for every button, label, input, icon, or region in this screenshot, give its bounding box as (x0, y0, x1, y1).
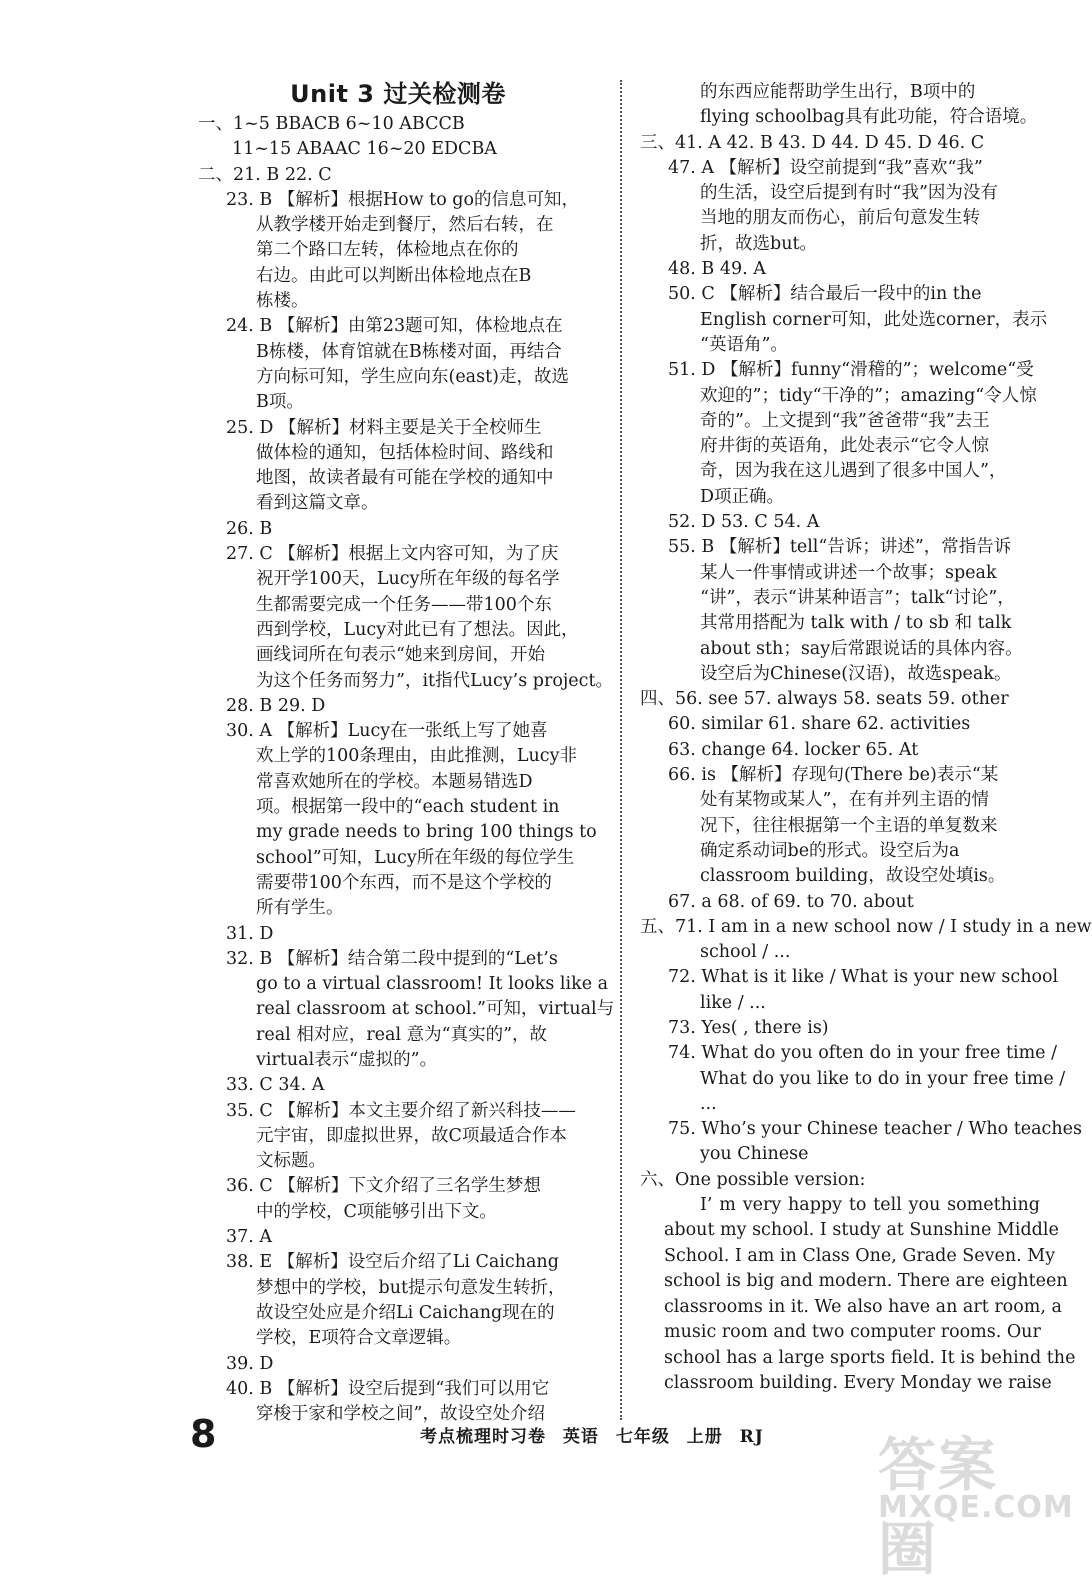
right-line: 55. B 【解析】tell“告诉；讲述”，常指告诉 (668, 537, 1012, 558)
left-line: B项。 (256, 392, 304, 413)
left-line: 方向标可知，学生应向东(east)走，故选 (256, 366, 569, 387)
left-line: 项。根据第一段中的“each student in (256, 797, 560, 818)
left-line: my grade needs to bring 100 things to (256, 822, 597, 843)
right-line: 当地的朋友而伤心，前后句意发生转 (700, 208, 980, 229)
left-line: 26. B (226, 518, 273, 539)
right-line: school / ... (700, 942, 791, 963)
left-line: 一、1~5 BBACB 6~10 ABCCB (198, 114, 465, 134)
left-line: 31. D (226, 923, 274, 944)
right-line: you Chinese (700, 1144, 809, 1165)
right-line: 的生活，设空后提到有时“我”因为没有 (700, 183, 998, 204)
left-line: 33. C 34. A (226, 1075, 325, 1096)
left-line: 常喜欢她所在的学校。本题易错选D (256, 771, 533, 792)
right-line: 折，故选but。 (700, 233, 818, 254)
left-line: 11~15 ABAAC 16~20 EDCBA (232, 139, 497, 160)
left-line: go to a virtual classroom! It looks like a (256, 974, 609, 995)
left-line: 二、21. B 22. C (198, 164, 332, 185)
right-line: 处有某物或某人”，在有并列主语的情 (700, 790, 989, 811)
left-line: 23. B 【解析】根据How to go的信息可知， (226, 189, 580, 210)
left-line: 梦想中的学校，but提示句意发生转折， (256, 1277, 566, 1298)
right-line: like / ... (700, 992, 766, 1013)
left-line: real 相对应，real 意为“真实的”，故 (256, 1024, 548, 1045)
left-column (198, 80, 615, 1427)
right-line: 某人一件事情或讲述一个故事；speak (700, 562, 997, 583)
essay-line: classroom building. Every Monday we raise (664, 1372, 1052, 1393)
left-line: school”可知，Lucy所在年级的每位学生 (256, 847, 575, 868)
right-line: 其常用搭配为 talk with / to sb 和 talk (700, 613, 1012, 634)
right-line: 67. a 68. of 69. to 70. about (668, 891, 914, 912)
right-column (640, 80, 1092, 1396)
left-line: 38. E 【解析】设空后介绍了Li Caichang (226, 1252, 559, 1273)
essay-line: school has a large sports field. It is behind the (664, 1347, 1076, 1368)
essay-line: about my school. I study at Sunshine Middle (664, 1220, 1059, 1241)
right-line: classroom building，故设空处填is。 (700, 866, 1006, 887)
essay-line: I’ m very happy to tell you something (700, 1195, 1040, 1216)
right-line: 府井街的英语角，此处表示“它令人惊 (700, 436, 989, 457)
left-line: 生都需要完成一个任务——带100个东 (256, 594, 552, 615)
left-line: 文标题。 (256, 1151, 326, 1172)
watermark-url: MXQE.COM (878, 1490, 1074, 1525)
left-line: 所有学生。 (256, 898, 344, 919)
left-line: 为这个任务而努力”，it指代Lucy’s project。 (256, 670, 613, 691)
left-line: 穿梭于家和学校之间”，故设空处介绍 (256, 1404, 545, 1425)
left-line: 中的学校，C项能够引出下文。 (256, 1201, 497, 1222)
left-line: 36. C 【解析】下文介绍了三名学生梦想 (226, 1176, 541, 1197)
right-line: English corner可知，此处选corner，表示 (700, 309, 1048, 330)
right-line: 四、56. see 57. always 58. seats 59. other (640, 689, 1009, 710)
left-line: 24. B 【解析】由第23题可知，体检地点在 (226, 316, 563, 337)
left-line: virtual表示“虚拟的”。 (256, 1049, 438, 1070)
left-line: 学校，E项符合文章逻辑。 (256, 1328, 462, 1349)
left-line: 第二个路口左转，体检地点在你的 (256, 240, 519, 261)
right-line: 60. similar 61. share 62. activities (668, 714, 971, 735)
right-line: 48. B 49. A (668, 259, 766, 280)
left-line: 故设空处应是介绍Li Caichang现在的 (256, 1302, 555, 1323)
right-line: 66. is 【解析】存现句(There be)表示“某 (668, 765, 999, 786)
right-line: 73. Yes( , there is) (668, 1017, 829, 1038)
right-line: 确定系动词be的形式。设空后为a (700, 840, 960, 861)
right-line: D项正确。 (700, 486, 785, 507)
left-line: 40. B 【解析】设空后提到“我们可以用它 (226, 1378, 550, 1399)
right-line: 63. change 64. locker 65. At (668, 739, 919, 760)
left-line: 27. C 【解析】根据上文内容可知，为了庆 (226, 544, 559, 565)
left-line: 做体检的通知，包括体检时间、路线和 (256, 442, 554, 463)
right-line: 47. A 【解析】设空前提到“我”喜欢“我” (668, 157, 983, 178)
essay-line: classrooms in it. We also have an art room, a (664, 1296, 1062, 1317)
page-number: 8 (190, 1412, 217, 1456)
right-line: ... (700, 1093, 717, 1114)
left-line: 祝开学100天，Lucy所在年级的每名学 (256, 569, 560, 590)
left-line: 栋楼。 (256, 291, 309, 312)
right-line: 奇，因为我在这儿遇到了很多中国人”， (700, 461, 1007, 482)
left-line: 32. B 【解析】结合第二段中提到的“Let’s (226, 948, 558, 969)
left-line: 从教学楼开始走到餐厅，然后右转，在 (256, 215, 554, 236)
column-divider (620, 80, 622, 1420)
left-line: 37. A (226, 1227, 273, 1248)
right-line: “英语角”。 (700, 334, 788, 355)
left-line: 画线词所在句表示“她来到房间，开始 (256, 645, 545, 666)
right-line: about sth；say后常跟说话的具体内容。 (700, 638, 1023, 659)
essay-line: music room and two computer rooms. Our (664, 1322, 1041, 1343)
right-line: 三、41. A 42. B 43. D 44. D 45. D 46. C (640, 132, 985, 153)
right-line: 六、One possible version: (640, 1169, 866, 1190)
right-line: “讲”，表示“讲某种语言”；talk“讨论”， (700, 587, 1015, 608)
left-line: 地图，故读者最有可能在学校的通知中 (256, 468, 554, 489)
right-line: 奇的”。上文提到“我”爸爸带“我”去王 (700, 410, 990, 431)
watermark-logo (872, 1418, 1074, 1583)
left-line: 需要带100个东西，而不是这个学校的 (256, 872, 552, 893)
left-line: 30. A 【解析】Lucy在一张纸上写了她喜 (226, 721, 548, 742)
right-line: flying schoolbag具有此功能，符合语境。 (700, 107, 1038, 128)
left-line: B栋楼，体育馆就在B栋楼对面，再结合 (256, 341, 562, 362)
left-line: 看到这篇文章。 (256, 493, 379, 514)
right-line: 51. D 【解析】funny“滑稽的”；welcome“受 (668, 360, 1034, 381)
footer-book-title: 考点梳理时习卷 英语 七年级 上册 RJ (420, 1427, 764, 1447)
right-line: 欢迎的”；tidy“干净的”；amazing“令人惊 (700, 385, 1037, 406)
left-line: 35. C 【解析】本文主要介绍了新兴科技—— (226, 1100, 576, 1121)
left-line: 39. D (226, 1353, 274, 1374)
right-line: 74. What do you often do in your free time / (668, 1043, 1057, 1064)
right-line: What do you like to do in your free time / (700, 1068, 1066, 1089)
right-line: 72. What is it like / What is your new school (668, 967, 1059, 988)
essay-line: school is big and modern. There are eighteen (664, 1271, 1068, 1292)
right-line: 52. D 53. C 54. A (668, 512, 820, 533)
right-line: 75. Who’s your Chinese teacher / Who teaches (668, 1119, 1082, 1140)
right-answer-lines (640, 80, 1092, 1193)
right-line: 五、71. I am in a new school now / I study in a new (640, 916, 1092, 937)
left-line: 西到学校，Lucy对此已有了想法。因此， (256, 619, 579, 640)
left-line: 25. D 【解析】材料主要是关于全校师生 (226, 417, 542, 438)
essay-line: School. I am in Class One, Grade Seven. My (664, 1245, 1056, 1266)
left-line: real classroom at school.”可知，virtual与 (256, 999, 615, 1020)
left-line: 欢上学的100条理由，由此推测，Lucy非 (256, 746, 577, 767)
page-title: Unit 3 过关检测卷 (290, 80, 506, 108)
left-line: 右边。由此可以判断出体检地点在B (256, 265, 532, 286)
right-line: 况下，往往根据第一个主语的单复数来 (700, 815, 998, 836)
watermark-text: 答案圈 (878, 1431, 999, 1583)
sample-essay (640, 1193, 1076, 1396)
right-line: 50. C 【解析】结合最后一段中的in the (668, 284, 982, 305)
left-answer-lines (198, 112, 615, 1427)
right-line: 设空后为Chinese(汉语)，故选speak。 (700, 663, 1012, 684)
right-line: 的东西应能帮助学生出行，B项中的 (700, 82, 976, 102)
left-line: 元宇宙，即虚拟世界，故C项最适合作本 (256, 1125, 567, 1146)
left-line: 28. B 29. D (226, 695, 326, 716)
